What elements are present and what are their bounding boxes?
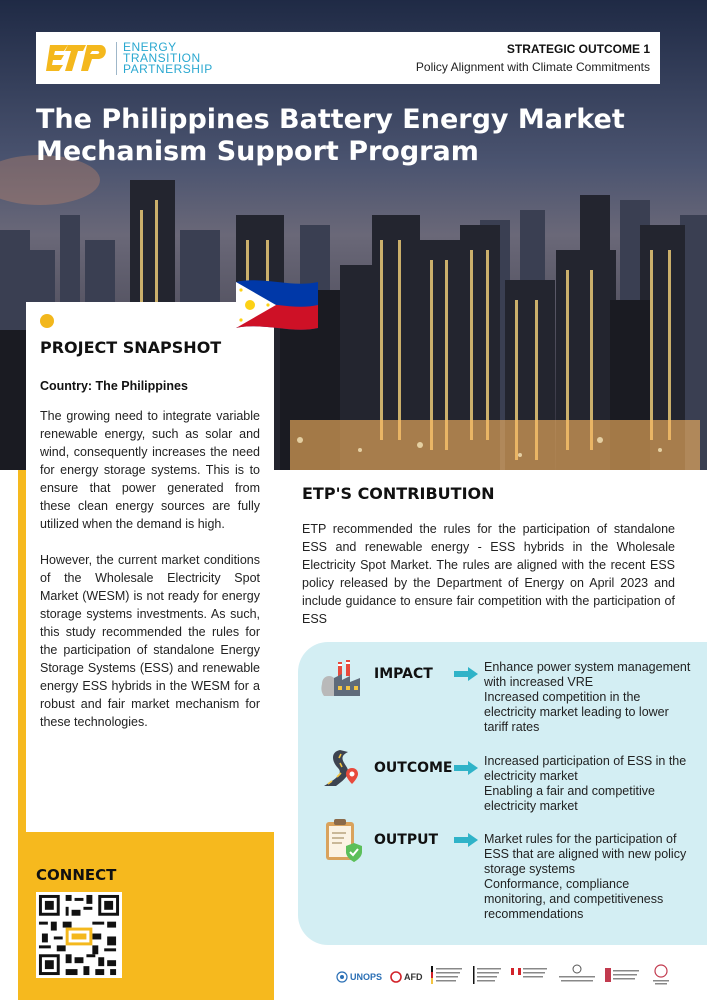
outcome-subtitle: Policy Alignment with Climate Commitments <box>415 60 650 74</box>
result-line: Enabling a fair and competitive electricity market <box>484 784 655 813</box>
outcome-title: STRATEGIC OUTCOME 1 <box>506 42 650 56</box>
result-line: Increased competition in the electricity market leading to lower tariff rates <box>484 690 669 734</box>
arrow-right-icon <box>454 833 478 847</box>
result-line: Increased participation of ESS in the electricity market <box>484 754 687 783</box>
etp-logo-text <box>116 39 213 76</box>
afd-logo <box>390 971 423 983</box>
contribution-heading: ETP'S CONTRIBUTION <box>302 484 495 503</box>
outcome-label: OUTCOME <box>374 760 453 776</box>
project-snapshot-card <box>26 302 274 832</box>
impact-label: IMPACT <box>374 666 433 682</box>
arrow-right-icon <box>454 667 478 681</box>
clipboard-check-icon <box>320 818 364 862</box>
unops-text: UNOPS <box>350 972 383 982</box>
etp-logo-mark-icon <box>46 41 108 75</box>
result-line: Enhance power system management with increased VRE <box>484 660 691 689</box>
page-title: The Philippines Battery Energy Market Mechanism Support Program <box>36 104 625 167</box>
header-bar <box>36 32 660 84</box>
result-line: Market rules for the participation of ESS that are aligned with new policy storage systems <box>484 832 687 876</box>
road-pin-icon <box>320 746 364 790</box>
arrow-right-icon <box>454 761 478 775</box>
country-label: Country: The Philippines <box>40 379 188 393</box>
logo-line: PARTNERSHIP <box>123 61 213 76</box>
canada-logo <box>511 964 549 991</box>
result-line: Conformance, compliance monitoring, and competitiveness recommendations <box>484 877 664 921</box>
australia-logo <box>557 964 597 991</box>
factory-icon <box>320 656 364 700</box>
snapshot-heading: PROJECT SNAPSHOT <box>40 338 222 357</box>
un-emblem-icon <box>336 971 348 983</box>
partner-logos <box>336 962 700 992</box>
snapshot-paragraph: The growing need to integrate variable renewable energy, such as solar and wind, consequently increases the need for energy storage systems. This is to ensure that power generated from these clean energy sources are fully utilized when the demand is high. <box>40 409 260 531</box>
uk-department-logo <box>473 964 503 991</box>
contribution-text: ETP recommended the rules for the participation of standalone ESS and renewable energy - ESS hybrids in the Wholesale Electricity Spot Market. The rules are aligned with the recent ESS policy released by the Department of Energy on April 2023 and include guidance to ensure fair competition with the participation of ESS <box>302 522 675 626</box>
yellow-dot-icon <box>40 314 54 328</box>
unops-logo <box>336 971 382 983</box>
output-description <box>484 832 694 922</box>
snapshot-paragraph: However, the current market conditions of the Wholesale Electricity Spot Market (WESM) is not ready for energy storage systems investments. As such, this study recommended the rules for the participation of standalone Energy Storage Systems (ESS) and renewable energy ESS hybrids in the WESM for a robust and fair market mechanism for these technologies. <box>40 553 260 729</box>
output-label: OUTPUT <box>374 832 438 848</box>
strategic-outcome <box>416 42 650 74</box>
children-foundation-logo <box>605 964 641 991</box>
afd-text: AFD <box>404 972 423 982</box>
etp-logo <box>46 41 213 75</box>
philippines-flag-icon <box>232 276 322 343</box>
qr-code-icon[interactable] <box>36 892 122 978</box>
afd-emblem-icon <box>390 971 402 983</box>
impact-description <box>484 660 694 735</box>
german-ministry-logo <box>431 964 465 991</box>
logo-line: TRANSITION <box>123 50 201 65</box>
sequoia-logo <box>649 963 673 992</box>
connect-heading: CONNECT <box>36 866 117 884</box>
outcome-description <box>484 754 694 814</box>
logo-line: ENERGY <box>123 39 177 54</box>
